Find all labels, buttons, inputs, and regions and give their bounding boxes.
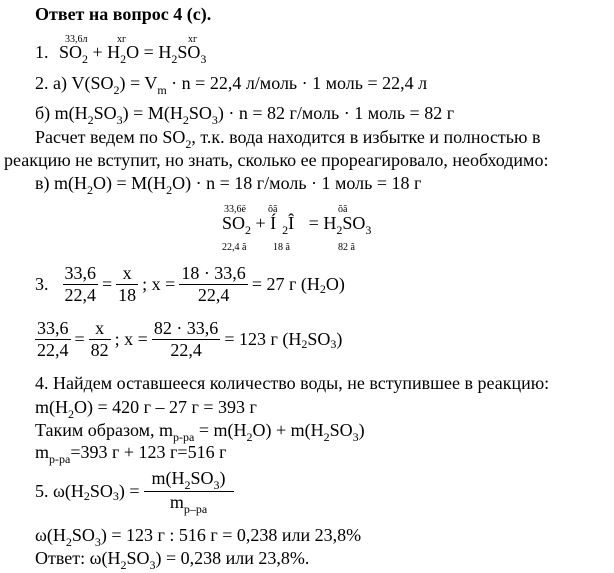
step-4-heading: 4. Найдем оставшееся количество воды, не вступившее в реакцию: bbox=[35, 373, 550, 393]
omega-calculation: $\omega(H_2SO_3) = 123$ г : 516 г = 0,238 или 23,8% bbox=[35, 525, 362, 549]
fraction-result-acid: $\frac{82 \cdot 33,6}{22,4}$ bbox=[153, 318, 219, 360]
eq2-bottom-h2o: 18 ã bbox=[273, 242, 290, 253]
mass-label-h2o: хг bbox=[117, 34, 127, 45]
eq2-top-h2o: õã bbox=[268, 204, 278, 215]
eq2-bottom-so2: 22,4 ã bbox=[222, 242, 247, 253]
eq2-top-so2: 33,6ё bbox=[224, 204, 246, 215]
step-3-proportion-acid: $\frac{33,6}{22,4}$ = $\frac{х}{82}$ ; х = $\frac{82 \cdot 33,6}{22,4}$ = 123 г (H 2 SO 3 ) bbox=[37, 318, 343, 360]
fraction-x-acid: $\frac{х}{82}$ bbox=[90, 318, 109, 360]
equation-2-line: $SO_2$ + Í $_2$Î = $H_2SO_3$ bbox=[222, 213, 372, 237]
step-4-solution-mass-value: $m_{р-ра}=393$ г + 123 г=516 г bbox=[35, 442, 227, 466]
page-title: Ответ на вопрос 4 (с). bbox=[35, 4, 212, 24]
mass-label-h2so3: хг bbox=[188, 34, 198, 45]
paragraph-line-1: Расчет ведем по $SO_2$, т.к. вода находится в избытке и полностью в bbox=[35, 127, 541, 151]
step-4-water-remaining: $m(H_2O) = 420$ г – 27 г = 393 г bbox=[35, 397, 257, 421]
fraction-so2: $\frac{33,6}{22,4}$ bbox=[64, 263, 96, 305]
mass-label-so2: 33,6л bbox=[65, 34, 88, 45]
fraction-result-water: $\frac{18 \cdot 33,6}{22,4}$ bbox=[181, 263, 246, 305]
step-4-solution-mass-formula: Таким образом, $m_{р-ра} = m(H_2O) + m(H_2SO_3)$ bbox=[35, 420, 365, 444]
paragraph-line-2: реакцию не вступит, но знать, сколько ее прореагировало, необходимо: bbox=[4, 150, 549, 170]
equation-1-line: 1. $SO_2 + H_2O = H_2SO_3$ bbox=[35, 42, 207, 66]
step-5-mass-fraction-formula: 5. ω(H 2 SO 3 ) = $\frac{m(H_2SO_3)}{m_{р-ра}}$ bbox=[35, 468, 234, 515]
fraction-mass-fraction: $\frac{m(H_2SO_3)}{m_{р-ра}}$ bbox=[144, 468, 234, 515]
final-answer: Ответ: $\omega(H_2SO_3) = 0,238$ или 23,8%. bbox=[35, 548, 310, 572]
step-3-proportion-water: 3. $\frac{33,6}{22,4}$ = $\frac{х}{18}$ ; х = $\frac{18 \cdot 33,6}{22,4}$ = 27 г (H 2 O) bbox=[35, 263, 345, 305]
eq2-bottom-h2so3: 82 ã bbox=[338, 242, 355, 253]
line-2b-mass: б) $m(H_2SO_3) = M(H_2SO_3) \cdot n = 82$ г/моль · 1 моль = 82 г bbox=[35, 103, 455, 127]
fraction-so2-b: $\frac{33,6}{22,4}$ bbox=[37, 318, 69, 360]
line-2v-water-mass: в) $m(H_2O) = M(H_2O) \cdot n = 18$ г/моль · 1 моль = 18 г bbox=[35, 173, 422, 197]
eq2-top-h2so3: õã bbox=[338, 204, 348, 215]
line-2a-volume: 2. а) $V(SO_2) = V_m \cdot n = 22,4$ л/моль · 1 моль = 22,4 л bbox=[35, 73, 428, 97]
fraction-x-water: $\frac{х}{18}$ bbox=[118, 263, 137, 305]
